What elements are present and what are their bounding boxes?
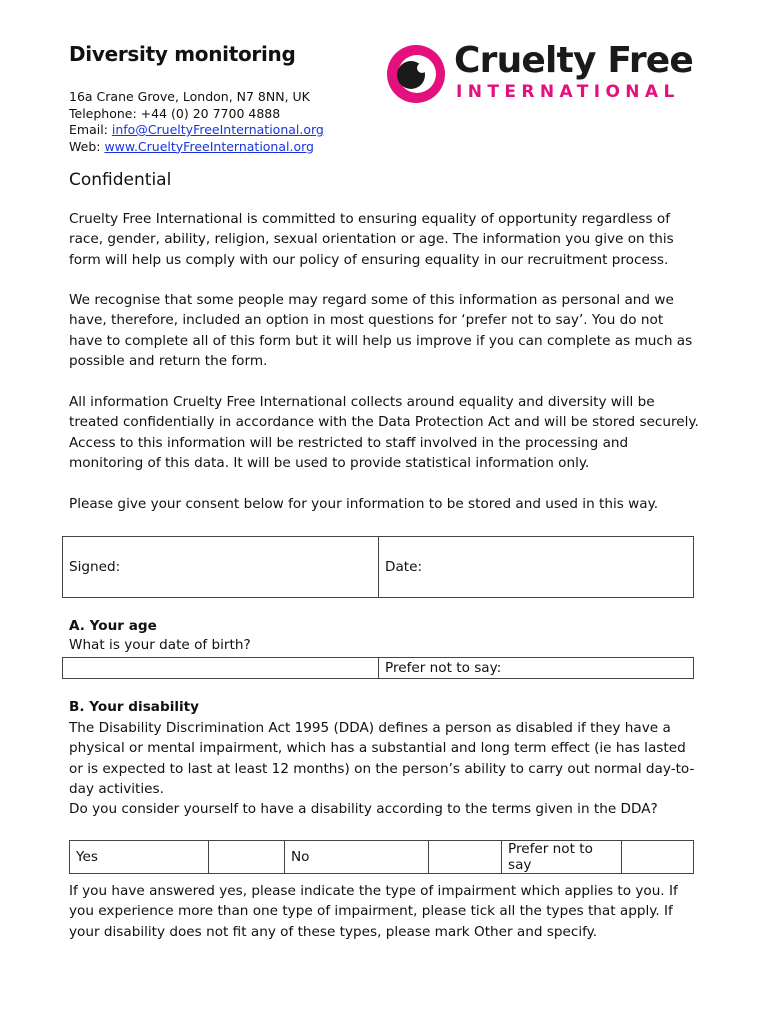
section-b-heading: B. Your disability <box>69 699 200 715</box>
date-field[interactable] <box>379 537 694 598</box>
no-tick-box[interactable] <box>429 841 502 874</box>
page-title: Diversity monitoring <box>69 42 296 66</box>
email-link[interactable]: info@CrueltyFreeInternational.org <box>111 122 324 137</box>
confidential-heading: Confidential <box>69 170 172 190</box>
consent-instruction: Please give your consent below for your information to be stored and used in this way. <box>69 496 659 512</box>
age-prefer-not-field[interactable] <box>379 658 694 679</box>
web-line <box>69 139 324 156</box>
prefer-not-option-label: Prefer not to say <box>502 841 622 874</box>
yes-tick-box[interactable] <box>209 841 285 874</box>
impairment-instructions: If you have answered yes, please indicate the type of impairment which applies to you. If you experience more than one type of impairment, please tick all the types that apply. If your disability does not fit any of these types, please mark Other and specify. <box>69 883 678 940</box>
dob-field[interactable] <box>63 658 379 679</box>
intro-paragraph-3: All information Cruelty Free International collects around equality and diversity will be treated confidentially in accordance with the Data Protection Act and will be stored securely. Access to this information will be restricted to staff involved in the processing and monitoring of this data. It will be used to provide statistical information only. <box>69 394 699 471</box>
web-link[interactable]: www.CrueltyFreeInternational.org <box>104 138 314 154</box>
yes-option-label: Yes <box>70 841 209 874</box>
dda-definition: The Disability Discrimination Act 1995 (DDA) defines a person as disabled if they have a physical or mental impairment, which has a substantial and long term effect (ie has lasted or is expected to last at least 12 months) on the person’s ability to carry out normal day-to-day activities. <box>69 720 695 797</box>
telephone-line: Telephone: +44 (0) 20 7700 4888 <box>69 105 281 121</box>
no-option-label: No <box>285 841 429 874</box>
date-label: Date: <box>385 559 423 575</box>
logo-tagline: INTERNATIONAL <box>456 82 680 102</box>
dob-table <box>62 657 694 679</box>
logo-name: Cruelty Free <box>454 40 694 81</box>
section-a-heading: A. Your age <box>69 618 157 634</box>
email-label: Email: <box>69 122 112 137</box>
cruelty-free-logo <box>384 38 694 108</box>
signed-label: Signed: <box>69 559 121 575</box>
intro-paragraph-1: Cruelty Free International is committed to ensuring equality of opportunity regardless of race, gender, ability, religion, sexual orientation or age. The information you give on this form will help us comply with our policy of ensuring equality in our recruitment process. <box>69 211 674 268</box>
eye-logo-icon <box>384 42 448 106</box>
disability-options-table <box>69 840 694 874</box>
email-line <box>69 122 324 139</box>
address-line: 16a Crane Grove, London, N7 8NN, UK <box>69 89 310 104</box>
contact-block <box>69 89 324 155</box>
age-prefer-not-label: Prefer not to say: <box>385 660 502 676</box>
web-label: Web: <box>69 138 105 154</box>
intro-paragraph-2: We recognise that some people may regard some of this information as personal and we have, therefore, included an option in most questions for ‘prefer not to say’. You do not have to complete all of this form but it will help us improve if you can complete as much as possible and return the form. <box>69 292 693 369</box>
disability-question: Do you consider yourself to have a disability according to the terms given in the DDA? <box>69 801 658 817</box>
prefer-not-tick-box[interactable] <box>622 841 694 874</box>
signed-field[interactable] <box>63 537 379 598</box>
consent-table <box>62 536 694 598</box>
dob-question: What is your date of birth? <box>69 637 251 653</box>
